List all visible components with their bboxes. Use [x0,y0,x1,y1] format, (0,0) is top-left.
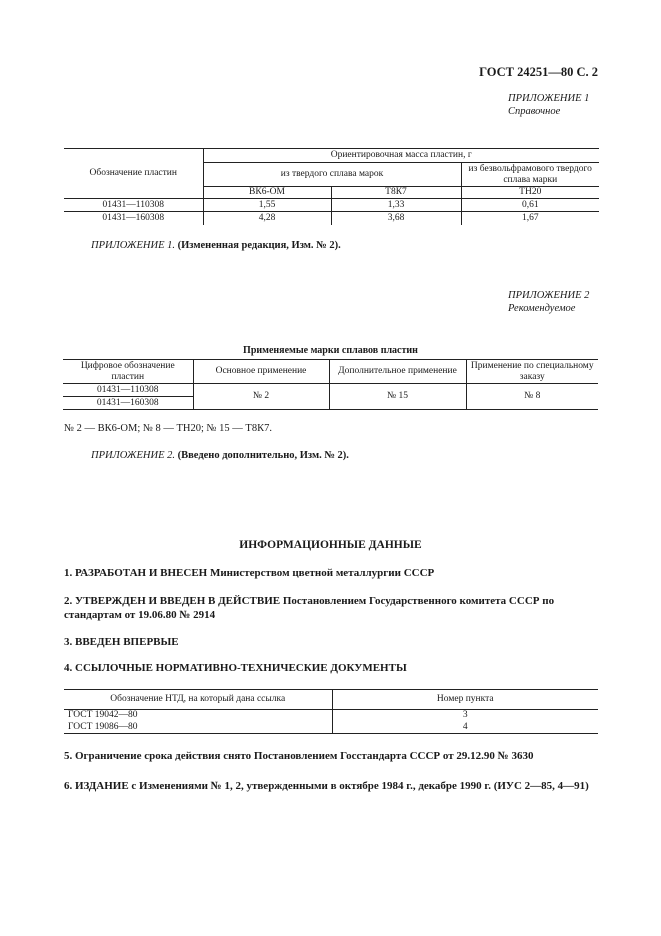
cell-value: 1,33 [331,199,461,212]
col-ntd: Обозначение НТД, на который дана ссылка [64,690,332,710]
cell-doc: ГОСТ 19042—80 [64,710,332,722]
grade-header: ТН20 [519,187,542,197]
col-main-use: Основное применение [193,360,329,384]
info-item-3: 3. ВВЕДЕН ВПЕРВЫЕ [64,636,179,648]
table-row [63,384,598,397]
cell-value: 1,67 [521,212,539,223]
grade-header: Т8К7 [331,187,461,199]
cell-value: № 2 [193,384,329,410]
table-row [64,710,598,722]
cell-doc: ГОСТ 19086—80 [64,722,332,734]
cell-designation: 01431—160308 [64,212,203,225]
reference-table [64,689,598,734]
cell-value: 0,61 [521,199,539,210]
table-row [64,199,599,212]
col-tungsten-free: из безвольфрамового твердого сплава марки [461,163,599,187]
note-appendix-2-text: (Введено дополнительно, Изм. № 2). [175,450,349,461]
appendix-1-title: ПРИЛОЖЕНИЕ 1 [508,93,590,104]
table-row [64,212,599,225]
appendix-2-subtitle: Рекомендуемое [508,303,576,314]
appendix-2-title: ПРИЛОЖЕНИЕ 2 [508,290,590,301]
note-appendix-1-label: ПРИЛОЖЕНИЕ 1. [91,240,175,251]
col-mass: Ориентировочная масса пластин, г [203,149,599,163]
info-item-5: 5. Ограничение срока действия снято Постановлением Госстандарта СССР от 29.12.90 № 3630 [64,750,534,762]
col-item-number: Номер пункта [436,694,494,704]
info-item-2: 2. УТВЕРЖДЕН И ВВЕДЕН В ДЕЙСТВИЕ Постановлением Государственного комитета СССР по стандартам от 19.06.80 № 2914 [64,595,555,621]
cell-value: 3,68 [331,212,461,225]
page-header: ГОСТ 24251—80 С. 2 [479,65,598,79]
cell-designation: 01431—110308 [63,384,193,397]
cell-value: № 15 [329,384,466,410]
appendix-1-subtitle: Справочное [508,106,561,117]
info-item-6: 6. ИЗДАНИЕ с Изменениями № 1, 2, утвержденными в октябре 1984 г., декабре 1990 г. (ИУС 2—85, 4—91) [64,780,589,792]
table-row [64,722,598,734]
cell-item: 4 [462,721,468,732]
grade-legend: № 2 — ВК6-ОМ; № 8 — ТН20; № 15 — Т8К7. [64,423,272,434]
cell-designation: 01431—160308 [63,397,193,410]
col-designation: Цифровое обозначение пластин [63,360,193,384]
cell-designation: 01431—110308 [64,199,203,212]
col-special-order: Применение по специальному заказу [470,360,594,382]
cell-value: № 8 [524,391,541,401]
col-hard-alloy: из твердого сплава марок [203,163,461,187]
note-appendix-2-label: ПРИЛОЖЕНИЕ 2. [91,450,175,461]
mass-table [64,148,599,225]
alloy-table [63,359,598,410]
note-appendix-1 [91,240,341,251]
info-item-4: 4. ССЫЛОЧНЫЕ НОРМАТИВНО-ТЕХНИЧЕСКИЕ ДОКУМЕНТЫ [64,662,407,674]
info-item-1: 1. РАЗРАБОТАН И ВНЕСЕН Министерством цветной металлургии СССР [64,567,435,579]
cell-value: 1,55 [203,199,331,212]
info-title: ИНФОРМАЦИОННЫЕ ДАННЫЕ [239,539,422,551]
cell-item: 3 [462,710,468,721]
note-appendix-2 [91,450,349,461]
table2-title: Применяемые марки сплавов пластин [243,345,418,356]
cell-value: 4,28 [203,212,331,225]
col-additional-use: Дополнительное применение [329,360,466,384]
col-designation: Обозначение пластин [64,149,203,199]
note-appendix-1-text: (Измененная редакция, Изм. № 2). [175,240,341,251]
grade-header: ВК6-ОМ [203,187,331,199]
